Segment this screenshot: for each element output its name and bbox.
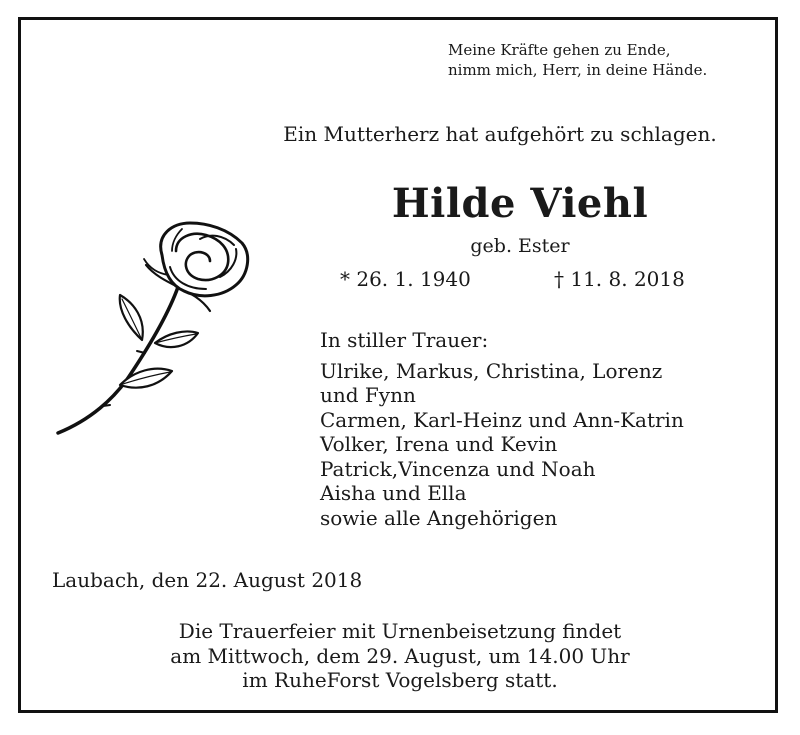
place-and-date: Laubach, den 22. August 2018 [52, 568, 363, 592]
mourners-intro: In stiller Trauer: [320, 328, 489, 352]
mourner-line: und Fynn [320, 383, 416, 407]
mourner-line: Carmen, Karl-Heinz und Ann-Katrin [320, 407, 684, 432]
mourner-line: Aisha und Ella [320, 481, 467, 505]
service-line-2: am Mittwoch, dem 29. August, um 14.00 Uhr [170, 643, 630, 668]
mourners-list [320, 328, 760, 530]
headline: Ein Mutterherz hat aufgehört zu schlagen. [283, 122, 717, 146]
deceased-name: Hilde Viehl [391, 180, 649, 227]
mourner-line: Patrick,Vincenza und Noah [320, 456, 596, 481]
rose-icon [50, 215, 260, 440]
mourner-line: Volker, Irena und Kevin [320, 432, 558, 456]
funeral-service-info [60, 619, 740, 693]
mourner-line: Ulrike, Markus, Christina, Lorenz [320, 358, 663, 383]
bible-verse [448, 40, 748, 80]
maiden-name: geb. Ester [470, 235, 570, 257]
verse-line-2: nimm mich, Herr, in deine Hände. [448, 61, 708, 79]
service-line-3: im RuheForst Vogelsberg statt. [242, 668, 558, 692]
death-date: † 11. 8. 2018 [554, 267, 685, 291]
service-line-1: Die Trauerfeier mit Urnenbeisetzung findet [178, 619, 622, 643]
verse-line-1: Meine Kräfte gehen zu Ende, [448, 41, 671, 59]
birth-date: * 26. 1. 1940 [340, 267, 471, 291]
mourner-line: sowie alle Angehörigen [320, 505, 558, 530]
